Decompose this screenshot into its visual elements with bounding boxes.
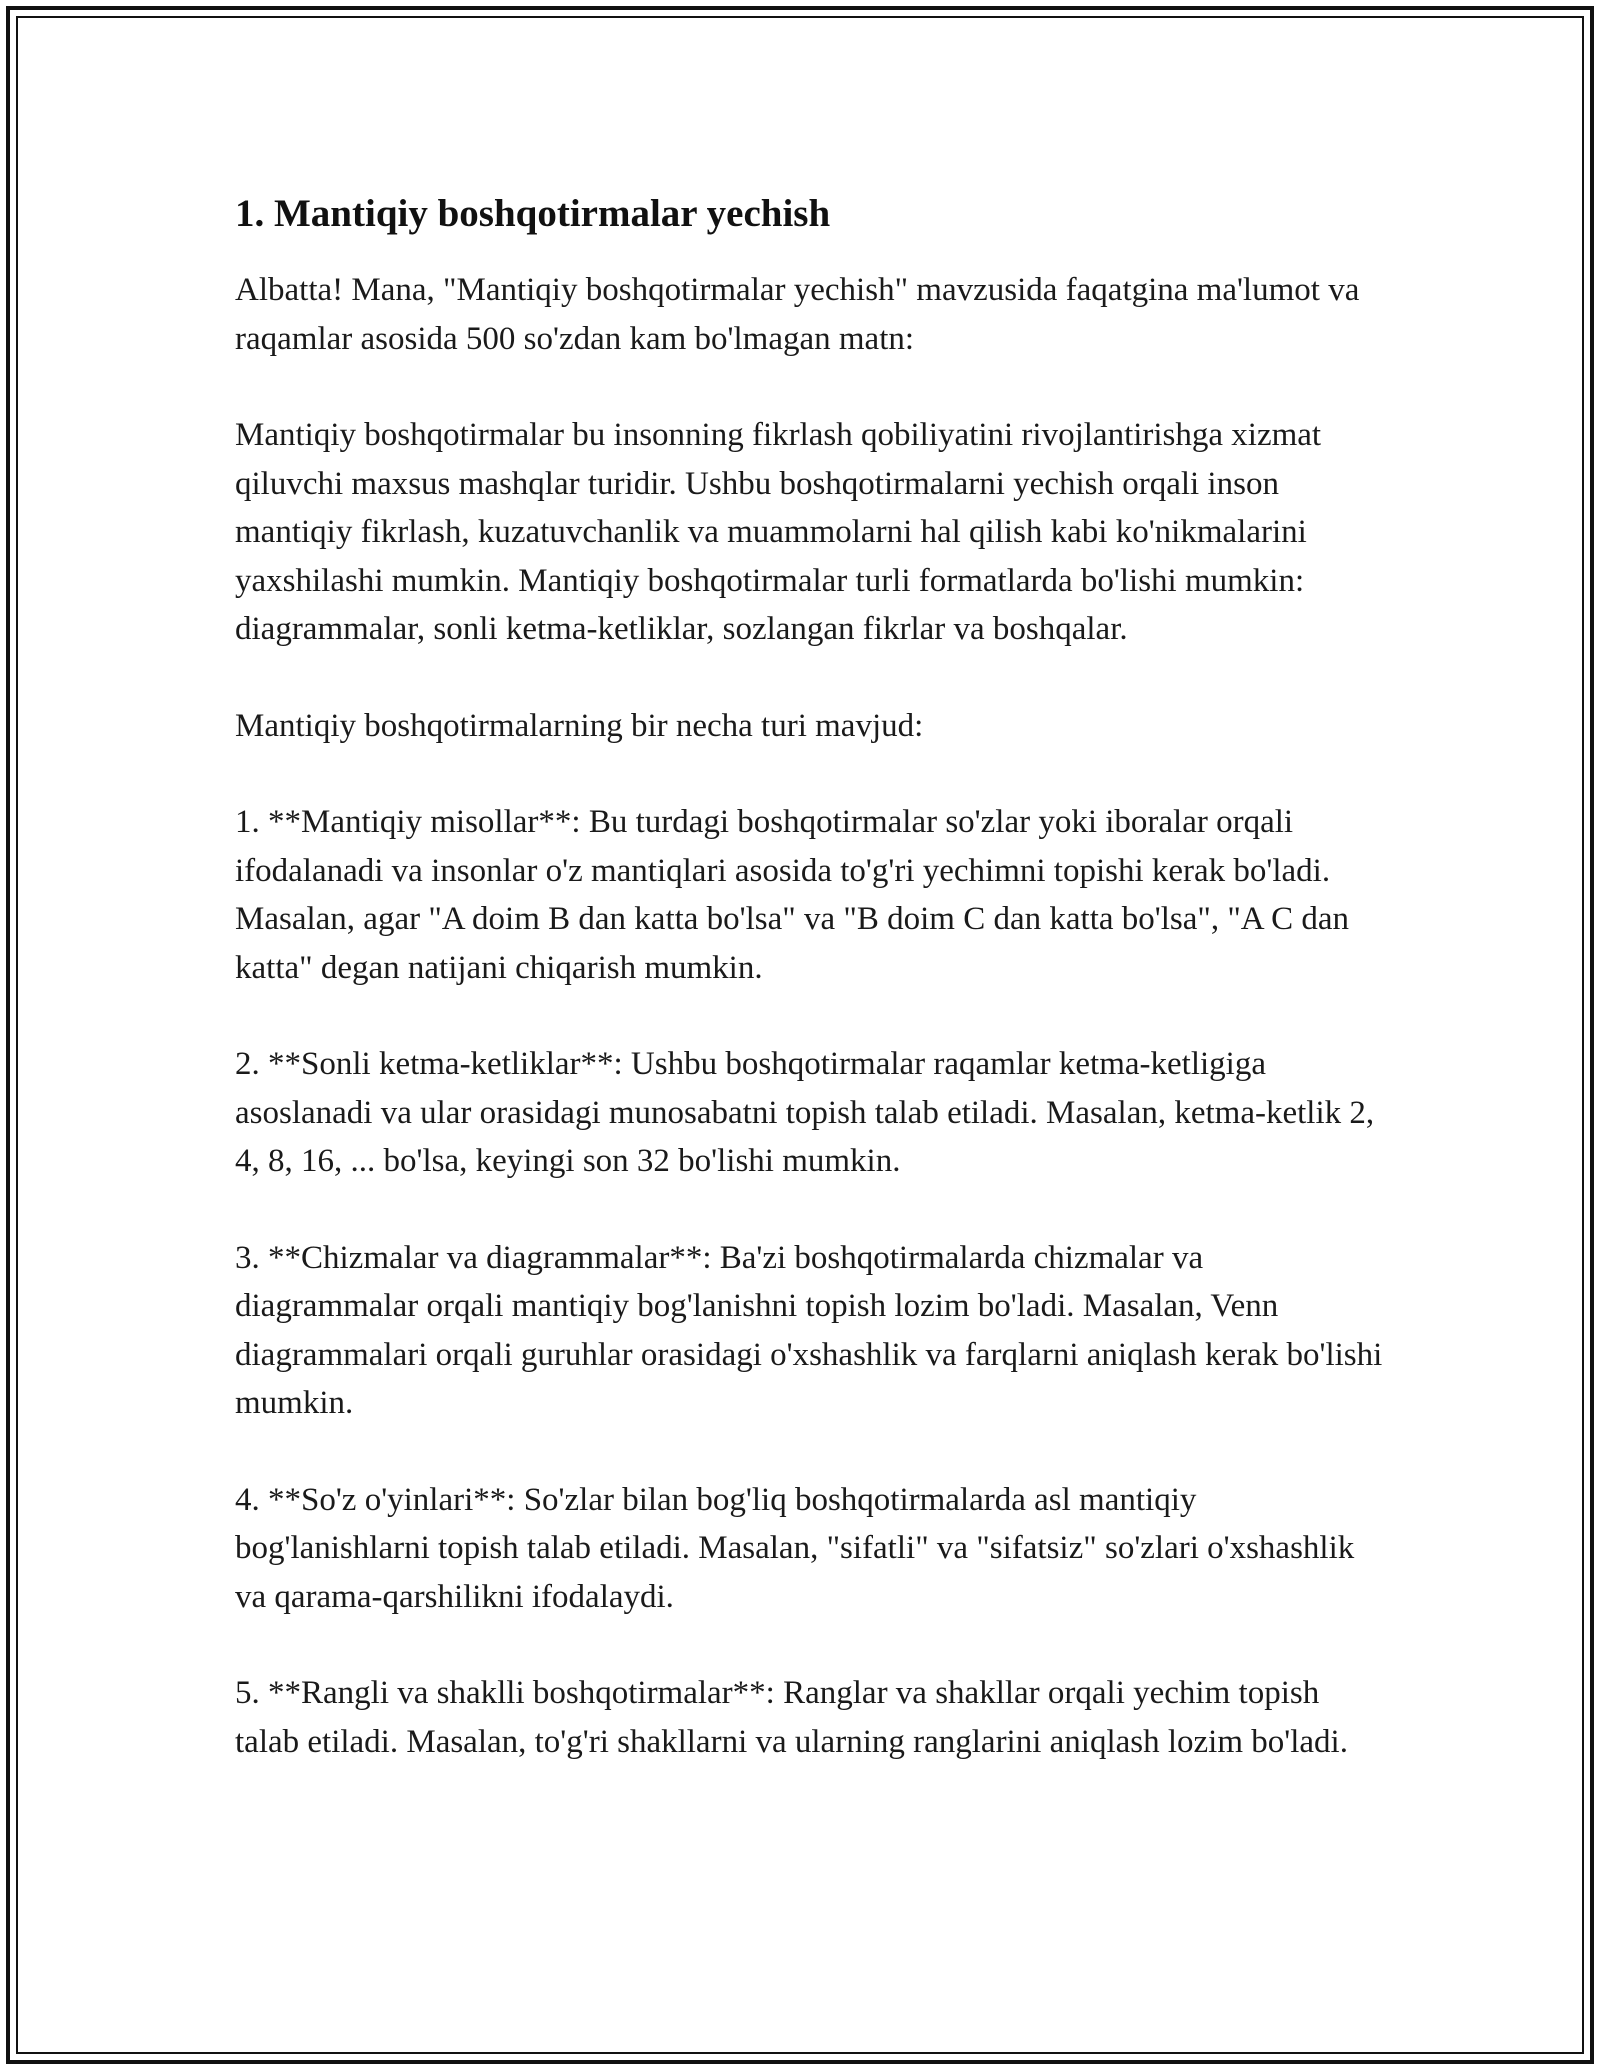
list-item-2: 2. **Sonli ketma-ketliklar**: Ushbu boshqotirmalar raqamlar ketma-ketligiga asoslanadi va ular orasidagi munosabatni topish talab etiladi. Masalan, ketma-ketlik 2, 4, 8, 16, ... bo'lsa, keyingi son 32 bo'lishi mumkin.	[235, 1046, 1375, 1179]
list-item-1: 1. **Mantiqiy misollar**: Bu turdagi boshqotirmalar so'zlar yoki iboralar orqali ifodalanadi va insonlar o'z mantiqlari asosida to'g'ri yechimni topishi kerak bo'ladi. Masalan, agar "A doim B dan katta bo'lsa" va "B doim C dan katta bo'lsa", "A C dan katta" degan natijani chiqarish mumkin.	[235, 804, 1349, 986]
overview-paragraph: Mantiqiy boshqotirmalar bu insonning fikrlash qobiliyatini rivojlantirishga xizmat qiluvchi maxsus mashqlar turidir. Ushbu boshqotirmalarni yechish orqali inson mantiqiy fikrlash, kuzatuvchanlik va muammolarni hal qilish kabi ko'nikmalarini yaxshilashi mumkin. Mantiqiy boshqotirmalar turli formatlarda bo'lishi mumkin: diagrammalar, sonli ketma-ketliklar, sozlangan fikrlar va boshqalar.	[235, 417, 1322, 647]
list-item-3: 3. **Chizmalar va diagrammalar**: Ba'zi boshqotirmalarda chizmalar va diagrammalar orqali mantiqiy bog'lanishni topish lozim bo'ladi. Masalan, Venn diagrammalari orqali guruhlar orasidagi o'xshashlik va farqlarni aniqlash kerak bo'lishi mumkin.	[235, 1239, 1383, 1421]
intro-paragraph: Albatta! Mana, "Mantiqiy boshqotirmalar yechish" mavzusida faqatgina ma'lumot va raqamlar asosida 500 so'zdan kam bo'lmagan matn:	[235, 272, 1360, 357]
list-item-4: 4. **So'z o'yinlari**: So'zlar bilan bog'liq boshqotirmalarda asl mantiqiy bog'lanishlarni topish talab etiladi. Masalan, "sifatli" va "sifatsiz" so'zlari o'xshashlik va qarama-qarshilikni ifodalaydi.	[235, 1481, 1355, 1615]
document-title: 1. Mantiqiy boshqotirmalar yechish	[235, 192, 831, 235]
list-item-5: 5. **Rangli va shaklli boshqotirmalar**: Ranglar va shakllar orqali yechim topish talab etiladi. Masalan, to'g'ri shakllarni va ularning ranglarini aniqlash lozim bo'ladi.	[235, 1675, 1348, 1760]
document-body	[235, 188, 1385, 1814]
types-lead-paragraph: Mantiqiy boshqotirmalarning bir necha turi mavjud:	[235, 707, 924, 744]
